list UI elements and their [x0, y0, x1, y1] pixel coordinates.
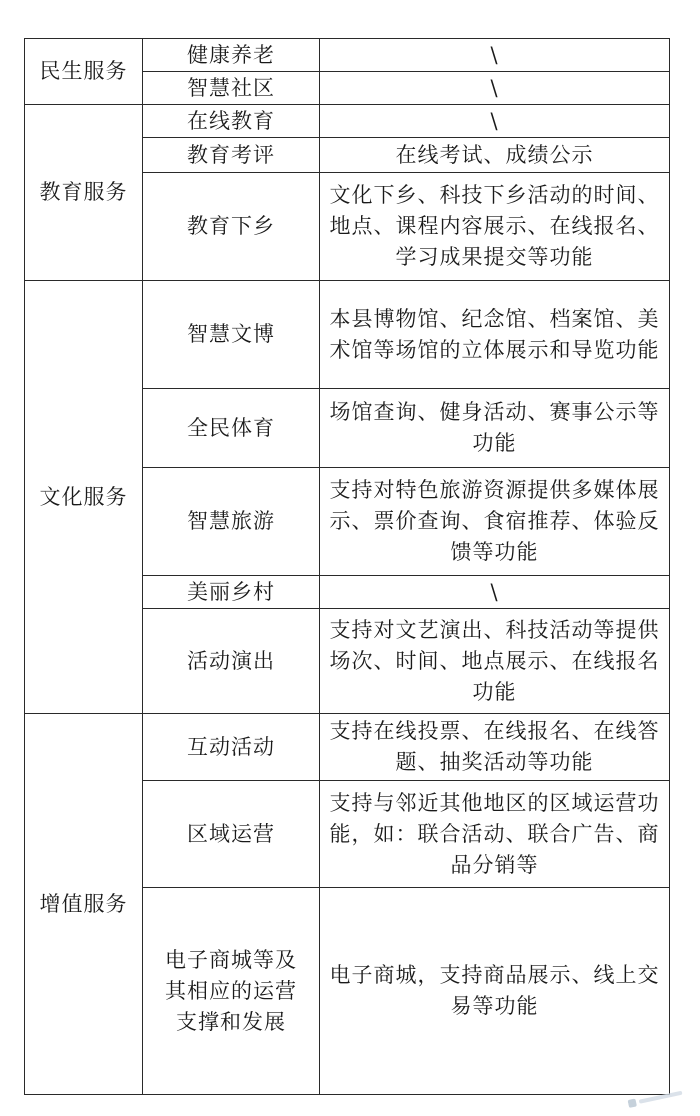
desc-cell: 场馆查询、健身活动、赛事公示等功能 — [320, 389, 670, 468]
table-row — [25, 105, 670, 138]
item-cell: 在线教育 — [143, 105, 320, 138]
item-cell: 美丽乡村 — [143, 576, 320, 609]
item-cell: 智慧文博 — [143, 281, 320, 389]
desc-cell: \ — [320, 576, 670, 609]
item-cell: 区域运营 — [143, 781, 320, 888]
item-cell: 智慧旅游 — [143, 468, 320, 576]
item-cell: 电子商城等及其相应的运营支撑和发展 — [143, 888, 320, 1095]
desc-cell: \ — [320, 72, 670, 105]
category-cell: 文化服务 — [25, 281, 143, 714]
category-cell: 民生服务 — [25, 39, 143, 105]
desc-cell: \ — [320, 105, 670, 138]
item-cell: 教育考评 — [143, 138, 320, 173]
table-row — [25, 39, 670, 72]
table-row — [25, 714, 670, 781]
table-row — [25, 281, 670, 389]
desc-cell: 本县博物馆、纪念馆、档案馆、美术馆等场馆的立体展示和导览功能 — [320, 281, 670, 389]
item-cell: 活动演出 — [143, 609, 320, 714]
desc-cell: 在线考试、成绩公示 — [320, 138, 670, 173]
item-cell: 全民体育 — [143, 389, 320, 468]
desc-cell: 文化下乡、科技下乡活动的时间、地点、课程内容展示、在线报名、学习成果提交等功能 — [320, 173, 670, 281]
item-cell: 互动活动 — [143, 714, 320, 781]
category-cell: 增值服务 — [25, 714, 143, 1095]
desc-cell: 支持与邻近其他地区的区域运营功能，如：联合活动、联合广告、商品分销等 — [320, 781, 670, 888]
desc-cell: \ — [320, 39, 670, 72]
item-cell: 教育下乡 — [143, 173, 320, 281]
desc-cell: 支持对特色旅游资源提供多媒体展示、票价查询、食宿推荐、体验反馈等功能 — [320, 468, 670, 576]
desc-cell: 支持在线投票、在线报名、在线答题、抽奖活动等功能 — [320, 714, 670, 781]
service-table — [24, 38, 670, 1095]
item-cell: 健康养老 — [143, 39, 320, 72]
desc-cell: 电子商城，支持商品展示、线上交易等功能 — [320, 888, 670, 1095]
desc-cell: 支持对文艺演出、科技活动等提供场次、时间、地点展示、在线报名功能 — [320, 609, 670, 714]
item-cell: 智慧社区 — [143, 72, 320, 105]
category-cell: 教育服务 — [25, 105, 143, 281]
